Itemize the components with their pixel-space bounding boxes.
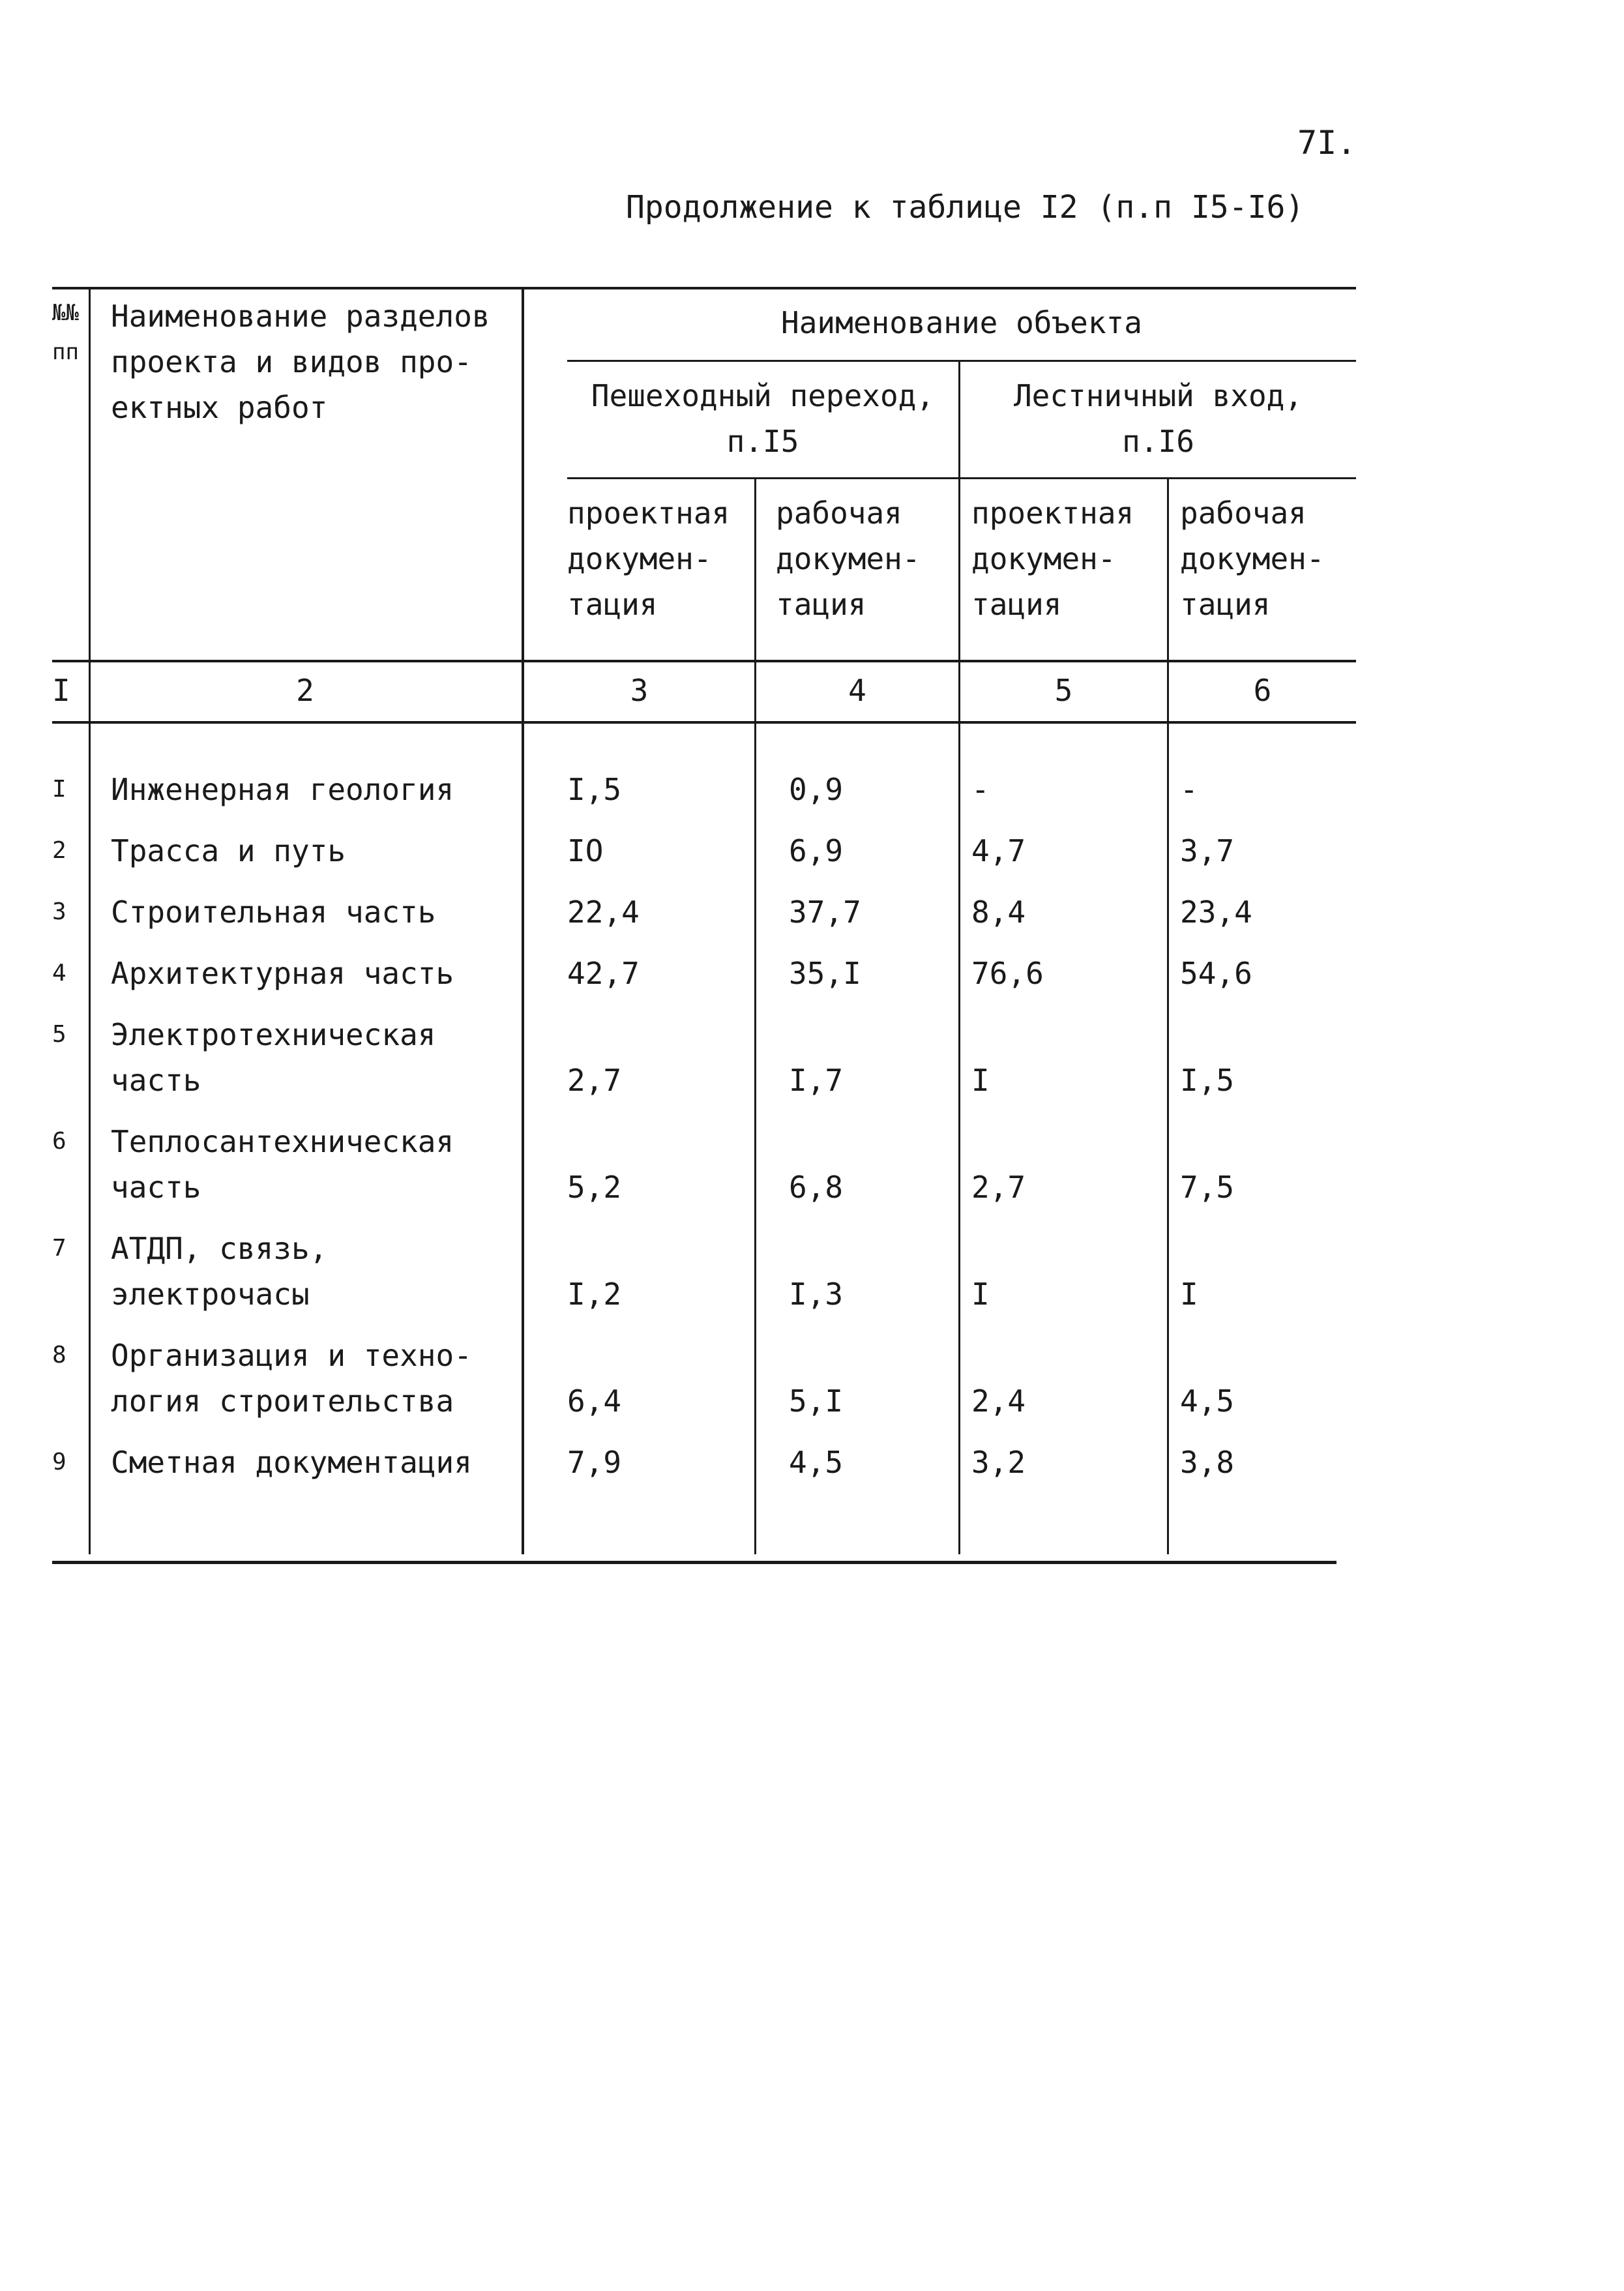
- row-working-crossing: 5,I: [789, 1383, 844, 1419]
- row-design-entrance: 76,6: [971, 956, 1044, 991]
- rule-colnums-bottom: [52, 721, 1356, 724]
- header-group-entrance: Лестничный вход, п.I6: [1013, 378, 1303, 459]
- row-number: 5: [52, 1021, 66, 1048]
- row-working-crossing: 35,I: [789, 956, 861, 991]
- data-table: [52, 287, 1356, 1565]
- row-design-crossing: 42,7: [567, 956, 640, 991]
- row-number: 8: [52, 1342, 66, 1368]
- row-section-name: Организация и техно- логия строительства: [111, 1338, 472, 1419]
- row-section-name: Инженерная геология: [111, 772, 454, 807]
- row-design-entrance: 2,4: [971, 1383, 1026, 1419]
- row-section-name: Строительная часть: [111, 894, 436, 930]
- header-object-title: Наименование объекта: [781, 305, 1142, 340]
- row-design-crossing: 7,9: [567, 1445, 622, 1480]
- row-section-name: Архитектурная часть: [111, 956, 454, 991]
- row-working-entrance: 7,5: [1180, 1170, 1235, 1205]
- row-section-name: Теплосантехническая часть: [111, 1124, 454, 1205]
- row-section-name: Электротехническая часть: [111, 1017, 436, 1098]
- row-design-entrance: 8,4: [971, 894, 1026, 930]
- row-working-crossing: I,7: [789, 1063, 844, 1098]
- colnum-4: 4: [848, 673, 866, 708]
- row-working-entrance: I: [1180, 1277, 1198, 1312]
- rule-groups: [567, 477, 1356, 479]
- rule-top: [52, 287, 1356, 289]
- row-section-name: АТДП, связь, электрочасы: [111, 1231, 328, 1312]
- vrule-4: [958, 360, 960, 1554]
- header-group-crossing: Пешеходный переход, п.I5: [591, 378, 935, 459]
- row-working-entrance: I,5: [1180, 1063, 1235, 1098]
- row-design-crossing: 6,4: [567, 1383, 622, 1419]
- row-working-entrance: 23,4: [1180, 894, 1252, 930]
- table-caption: Продолжение к таблице I2 (п.п I5-I6): [626, 189, 1305, 226]
- row-design-crossing: IO: [567, 833, 604, 868]
- row-working-entrance: -: [1180, 772, 1198, 807]
- row-design-crossing: 5,2: [567, 1170, 622, 1205]
- vrule-1: [89, 287, 91, 1554]
- header-working-doc-1: рабочая докумен- тация: [776, 495, 921, 622]
- vrule-2: [522, 287, 524, 1554]
- vrule-3: [754, 477, 756, 1554]
- row-number: 3: [52, 898, 66, 925]
- row-section-name: Сметная документация: [111, 1445, 472, 1480]
- row-working-entrance: 54,6: [1180, 956, 1252, 991]
- header-number: №№ пп: [52, 300, 79, 365]
- row-design-entrance: -: [971, 772, 990, 807]
- colnum-6: 6: [1253, 673, 1272, 708]
- row-design-crossing: I,5: [567, 772, 622, 807]
- header-design-doc-2: проектная докумен- тация: [971, 495, 1134, 622]
- row-design-crossing: 2,7: [567, 1063, 622, 1098]
- row-working-crossing: 6,9: [789, 833, 844, 868]
- row-number: 9: [52, 1449, 66, 1475]
- rule-bottom: [52, 1561, 1336, 1564]
- header-section-name: Наименование разделов проекта и видов про- ектных работ: [111, 299, 490, 425]
- header-working-doc-2: рабочая докумен- тация: [1180, 495, 1325, 622]
- rule-object-title: [567, 360, 1356, 362]
- page-number: 7I.: [1297, 124, 1357, 162]
- row-design-entrance: 4,7: [971, 833, 1026, 868]
- vrule-5: [1167, 477, 1169, 1554]
- row-number: 6: [52, 1128, 66, 1155]
- row-working-crossing: 6,8: [789, 1170, 844, 1205]
- row-design-entrance: I: [971, 1277, 990, 1312]
- row-working-crossing: 0,9: [789, 772, 844, 807]
- colnum-1: I: [52, 673, 70, 708]
- row-number: I: [52, 776, 66, 803]
- row-number: 4: [52, 960, 66, 986]
- row-working-crossing: 4,5: [789, 1445, 844, 1480]
- row-number: 7: [52, 1235, 66, 1262]
- row-working-entrance: 3,8: [1180, 1445, 1235, 1480]
- row-design-crossing: 22,4: [567, 894, 640, 930]
- row-design-entrance: 3,2: [971, 1445, 1026, 1480]
- header-design-doc-1: проектная докумен- тация: [567, 495, 730, 622]
- row-working-entrance: 4,5: [1180, 1383, 1235, 1419]
- row-design-entrance: 2,7: [971, 1170, 1026, 1205]
- row-design-crossing: I,2: [567, 1277, 622, 1312]
- colnum-5: 5: [1054, 673, 1073, 708]
- row-section-name: Трасса и путь: [111, 833, 346, 868]
- colnum-2: 2: [296, 673, 314, 708]
- colnum-3: 3: [630, 673, 649, 708]
- rule-header-bottom: [52, 660, 1356, 662]
- row-design-entrance: I: [971, 1063, 990, 1098]
- row-working-crossing: I,3: [789, 1277, 844, 1312]
- row-working-entrance: 3,7: [1180, 833, 1235, 868]
- row-number: 2: [52, 837, 66, 864]
- row-working-crossing: 37,7: [789, 894, 861, 930]
